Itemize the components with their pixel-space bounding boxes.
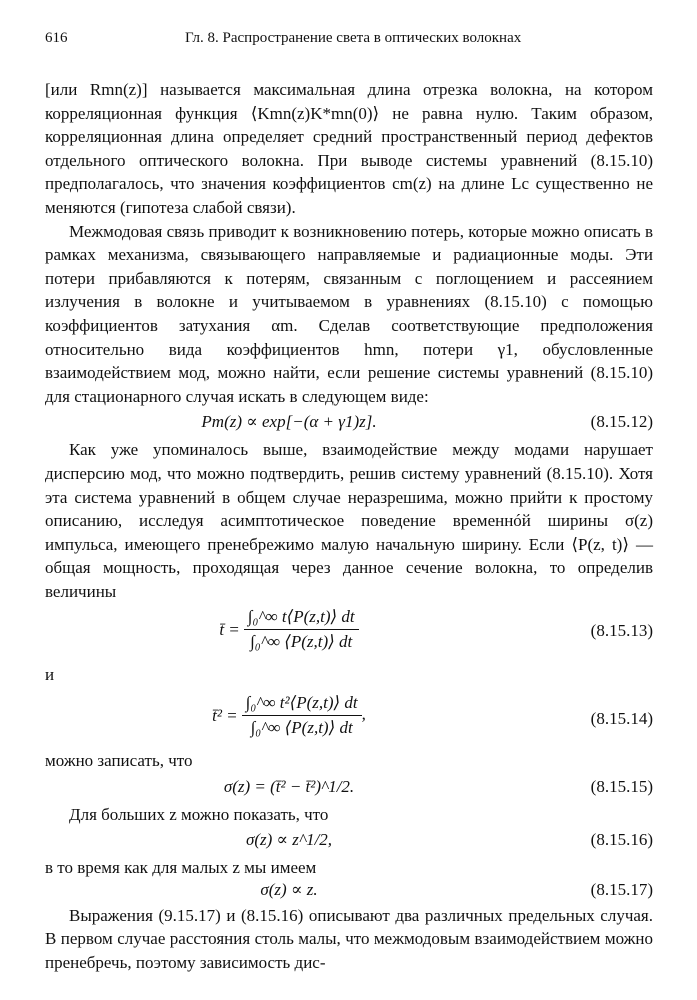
paragraph-6: Для больших z можно показать, что <box>69 804 329 824</box>
equation-lhs: t̄ = <box>219 619 240 639</box>
equation-8-15-17 <box>45 880 653 904</box>
paragraph-1: [или Rmn(z)] называется максимальная длина отрезка волокна, на котором корреляционная функция ⟨Kmn(z)K*mn(0)⟩ не равна нулю. Таким образом, корреляционная длина определяет средний пространственный период дефектов отдельного оптического волокна. При выводе системы уравнений (8.15.10) предполагалось, что значения коэффициентов cm(z) на длине Lc существенно не меняются (гипотеза слабой связи). <box>45 80 653 217</box>
equation-formula: σ(z) ∝ z^1/2, <box>245 830 333 850</box>
paragraph-5: можно записать, что <box>45 751 193 771</box>
fraction-numerator: ∫₀^∞ t²⟨P(z,t)⟩ dt <box>242 693 362 716</box>
equation-8-15-15 <box>45 773 653 803</box>
equation-8-15-13 <box>45 603 653 663</box>
equation-number: (8.15.15) <box>590 776 653 796</box>
equation-8-15-16 <box>45 826 653 856</box>
equation-number: (8.15.12) <box>590 412 653 432</box>
equation-formula: σ(z) ∝ z. <box>260 879 318 899</box>
equation-number: (8.15.17) <box>590 879 653 899</box>
paragraph-8: Выражения (9.15.17) и (8.15.16) описывают два различных предельных случая. В первом случае расстояния столь малы, что межмодовым взаимодействием можно пренебречь, поэтому зависимость дис- <box>45 905 653 973</box>
equation-number: (8.15.14) <box>590 709 653 729</box>
paragraph-3: Как уже упоминалось выше, взаимодействие между модами нарушает дисперсию мод, что можно подтвердить, решив систему уравнений (8.15.10). Хотя эта система уравнений в общем случае неразрешима, можно прийти к простому описанию, исследуя асимптотическое поведение временнóй ширины σ(z) импульса, имеющего пренебрежимо малую начальную ширину. Если ⟨P(z, t)⟩ — общая мощность, проходящая через данное сечение волокна, то определив величины <box>45 440 653 601</box>
equation-number: (8.15.13) <box>590 621 653 641</box>
running-title: Гл. 8. Распространение света в оптических волокнах <box>185 30 522 46</box>
fraction-denominator: ∫₀^∞ ⟨P(z,t)⟩ dt <box>250 718 353 738</box>
fraction-numerator: ∫₀^∞ t⟨P(z,t)⟩ dt <box>244 607 359 630</box>
equation-fraction <box>244 607 359 652</box>
equation-number: (8.15.16) <box>590 830 653 850</box>
fraction-denominator: ∫₀^∞ ⟨P(z,t)⟩ dt <box>250 632 353 652</box>
equation-8-15-14 <box>45 687 653 749</box>
equation-lhs: t̄² = <box>212 705 238 725</box>
paragraph-2: Межмодовая связь приводит к возникновению потерь, которые можно описать в рамках механизма, связывающего направляемые и радиационные моды. Эти потери прибавляются к потерям, связанным с поглощением и рассеянием излучения в волокне и учитываемом в уравнениях (8.15.10) с помощью коэффициентов затухания αm. Сделав соответствующие предположения относительно вида коэффициентов hmn, потери γ1, обусловленные взаимодействием мод, можно найти, если решение системы уравнений (8.15.10) для стационарного случая искать в следующем виде: <box>45 221 653 406</box>
paragraph-7: в то время как для малых z мы имеем <box>45 858 317 878</box>
equation-tail: , <box>361 704 366 724</box>
page-body <box>45 78 653 975</box>
equation-fraction <box>242 693 362 738</box>
paragraph-4: и <box>45 665 55 685</box>
equation-formula: Pm(z) ∝ exp[−(α + γ1)z]. <box>201 412 377 432</box>
equation-formula: σ(z) = (t̄² − t̄²)^1/2. <box>223 776 355 796</box>
page-header <box>45 30 652 52</box>
page-number: 616 <box>45 30 68 46</box>
equation-8-15-12 <box>45 408 653 438</box>
